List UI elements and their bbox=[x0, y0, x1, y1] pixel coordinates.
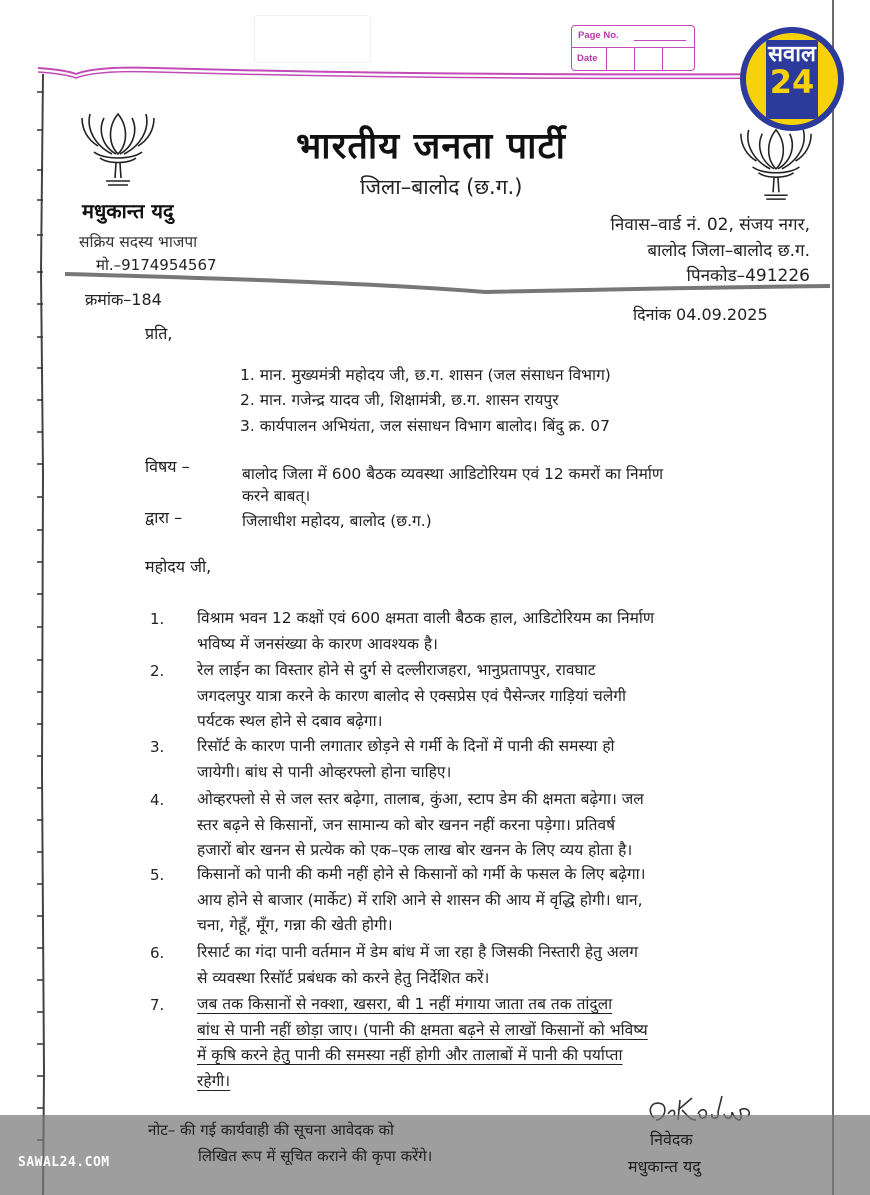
recipient-1: 1. मान. मुख्यमंत्री महोदय जी, छ.ग. शासन (जल संसाधन विभाग) bbox=[240, 366, 611, 384]
point-2-number: 2. bbox=[150, 662, 165, 680]
left-margin-line bbox=[34, 72, 48, 1195]
point-3-line-2: जायेगी। बांध से पानी ओव्हरफ्लो होना चाहिए। bbox=[197, 762, 452, 781]
salutation: महोदय जी, bbox=[145, 557, 212, 576]
point-2-line-2: जगदलपुर यात्रा करने के कारण बालोद से एक्सप्रेस एवं पैसेन्जर गाड़ियां चलेगी bbox=[197, 686, 626, 705]
note-line-2: लिखित रूप में सूचित कराने की कृपा करेंगे। bbox=[198, 1147, 433, 1165]
point-1-number: 1. bbox=[150, 610, 165, 628]
faint-stamp-ghost bbox=[254, 15, 371, 63]
logo-text-bottom: 24 bbox=[769, 63, 815, 101]
point-1 bbox=[197, 606, 789, 657]
point-5-number: 5. bbox=[150, 866, 165, 884]
address-line-1: निवास–वार्ड नं. 02, संजय नगर, bbox=[610, 215, 810, 235]
sender-role: सक्रिय सदस्य भाजपा bbox=[79, 233, 198, 251]
point-6-line-1: रिसार्ट का गंदा पानी वर्तमान में डेम बांध में जा रहा है जिसकी निस्तारी हेतु अलग bbox=[197, 943, 638, 961]
recipient-3: 3. कार्यपालन अभियंता, जल संसाधन विभाग बालोद। बिंदु क्र. 07 bbox=[240, 417, 611, 435]
point-7-line-2: बांध से पानी नहीं छोड़ा जाए। (पानी की क्षमता बढ़ने से लाखों किसानों को भविष्य bbox=[197, 1020, 648, 1039]
signature-label: निवेदक bbox=[650, 1130, 693, 1149]
point-7-line-3: में कृषि करने हेतु पानी की समस्या नहीं होगी और तालाबों में पानी की पर्याप्ता bbox=[197, 1046, 623, 1064]
watermark: SAWAL24.COM bbox=[18, 1155, 110, 1170]
subject-line-1: बालोद जिला में 600 बैठक व्यवस्था आडिटोरियम एवं 12 कमरों का निर्माण bbox=[242, 465, 664, 483]
point-4-line-2: स्तर बढ़ने से किसानों, जन सामान्य को बोर खनन नहीं करना पड़ेगा। प्रतिवर्ष bbox=[197, 815, 616, 834]
signatory-name: मधुकान्त यदु bbox=[628, 1157, 701, 1176]
point-7-line-4: रहेगी। bbox=[197, 1071, 231, 1090]
point-5 bbox=[197, 862, 789, 939]
party-name: भारतीय जनता पार्टी bbox=[296, 126, 566, 167]
point-5-line-1: किसानों को पानी की कमी नहीं होने से किसानों को गर्मी के फसल के लिए बढ़ेगा। bbox=[197, 865, 646, 883]
point-1-line-1: विश्राम भवन 12 कक्षों एवं 600 क्षमता वाली बैठक हाल, आडिटोरियम का निर्माण bbox=[197, 609, 655, 627]
lotus-emblem-left-icon bbox=[78, 108, 158, 190]
letter-date: दिनांक 04.09.2025 bbox=[633, 305, 768, 324]
lotus-emblem-right-icon bbox=[736, 124, 816, 204]
subject-line-2: करने बाबत्। bbox=[242, 487, 311, 505]
point-4-line-1: ओव्हरफ्लो से से जल स्तर बढ़ेगा, तालाब, कुंआ, स्टाप डेम की क्षमता बढ़ेगा। जल bbox=[197, 790, 644, 808]
date-label: Date bbox=[577, 53, 598, 64]
header-rule-pink bbox=[36, 60, 836, 90]
page-no-label: Page No. bbox=[578, 30, 619, 41]
point-7-number: 7. bbox=[150, 996, 165, 1014]
bottom-overlay-band bbox=[0, 1115, 870, 1195]
point-4 bbox=[197, 787, 789, 864]
point-5-line-2: आय होने से बाजार (मार्केट) में राशि आने से शासन की आय में वृद्धि होगी। धान, bbox=[197, 890, 643, 909]
note-line-1: नोट– की गई कार्यवाही की सूचना आवेदक को bbox=[148, 1121, 394, 1139]
point-7-line-1: जब तक किसानों से नक्शा, खसरा, बी 1 नहीं मंगाया जाता तब तक तांदुला bbox=[197, 995, 613, 1013]
point-6-number: 6. bbox=[150, 944, 165, 962]
point-3 bbox=[197, 734, 789, 785]
recipient-2: 2. मान. गजेन्द्र यादव जी, शिक्षामंत्री, छ.ग. शासन रायपुर bbox=[240, 391, 559, 409]
to-label: प्रति, bbox=[145, 324, 173, 343]
sender-phone: मो.–9174954567 bbox=[96, 256, 217, 274]
subject-label: विषय – bbox=[145, 457, 190, 476]
via-value: जिलाधीश महोदय, बालोद (छ.ग.) bbox=[242, 512, 432, 530]
point-7 bbox=[197, 992, 789, 1094]
via-label: द्वारा – bbox=[145, 508, 183, 527]
point-2-line-1: रेल लाईन का विस्तार होने से दुर्ग से दल्लीराजहरा, भानुप्रतापपुर, रावघाट bbox=[197, 661, 596, 679]
party-district: जिला–बालोद (छ.ग.) bbox=[360, 175, 523, 199]
address-line-2: बालोद जिला–बालोद छ.ग. bbox=[647, 241, 810, 261]
header-divider bbox=[65, 272, 830, 296]
right-edge-line bbox=[832, 0, 834, 1195]
point-3-number: 3. bbox=[150, 738, 165, 756]
reference-number: क्रमांक–184 bbox=[85, 290, 162, 309]
sender-name: मधुकान्त यदु bbox=[82, 199, 174, 223]
point-4-number: 4. bbox=[150, 791, 165, 809]
logo-text-top: सवाल bbox=[768, 42, 816, 67]
point-2-line-3: पर्यटक स्थल होने से दबाव बढ़ेगा। bbox=[197, 712, 383, 730]
point-2 bbox=[197, 658, 789, 735]
point-3-line-1: रिसॉर्ट के कारण पानी लगातार छोड़ने से गर्मी के दिनों में पानी की समस्या हो bbox=[197, 737, 615, 755]
point-6-line-2: से व्यवस्था रिसॉर्ट प्रबंधक को करने हेतु निर्देशित करें। bbox=[197, 968, 490, 987]
sawal24-logo bbox=[740, 27, 844, 131]
point-5-line-3: चना, गेहूँ, मूँग, गन्ना की खेती होगी। bbox=[197, 916, 393, 934]
point-6 bbox=[197, 940, 789, 991]
address-line-3: पिनकोड–491226 bbox=[686, 266, 810, 286]
point-1-line-2: भविष्य में जनसंख्या के कारण आवश्यक है। bbox=[197, 634, 438, 653]
point-4-line-3: हजारों बोर खनन से प्रत्येक को एक–एक लाख बोर खनन के लिए व्यय होता है। bbox=[197, 841, 633, 859]
